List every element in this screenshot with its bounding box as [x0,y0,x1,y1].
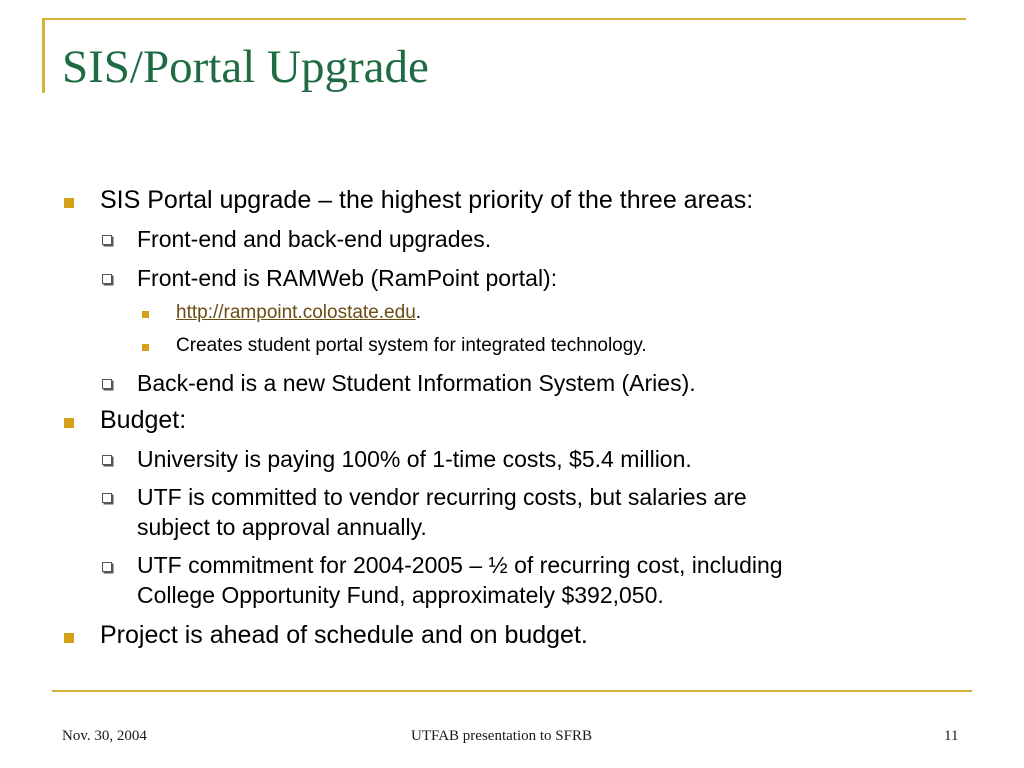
footer-title: UTFAB presentation to SFRB [411,728,592,744]
sub-bullet-university-paying: University is paying 100% of 1-time costs, $5.4 million. [137,446,692,472]
page-number: 11 [944,728,959,744]
hollow-square-bullet-icon [102,562,112,572]
hollow-square-bullet-icon [102,379,112,389]
line-2: subject to approval annually. [137,514,427,540]
rampoint-link[interactable]: http://rampoint.colostate.edu [176,302,416,323]
line-1: UTF commitment for 2004-2005 – ½ of recurring cost, including [137,552,783,578]
square-bullet-icon [64,418,74,428]
footer-date: Nov. 30, 2004 [62,728,147,744]
hollow-square-bullet-icon [102,235,112,245]
square-bullet-icon [142,344,149,351]
sub-bullet-front-back: Front-end and back-end upgrades. [137,226,492,252]
line-2: College Opportunity Fund, approximately $392,050. [137,582,664,608]
bullet-sis-portal: SIS Portal upgrade – the highest priority of the three areas: [100,186,754,214]
line-1: UTF is committed to vendor recurring costs, but salaries are [137,484,747,510]
sub-bullet-ramweb: Front-end is RAMWeb (RamPoint portal): [137,265,558,291]
hollow-square-bullet-icon [102,455,112,465]
square-bullet-icon [64,633,74,643]
hollow-square-bullet-icon [102,493,112,503]
bullet-project-status: Project is ahead of schedule and on budget. [100,621,588,649]
sub-sub-bullet-link [176,300,421,325]
link-suffix: . [415,302,422,323]
sub-bullet-utf-commitment [137,550,957,610]
footer-divider [52,690,972,692]
slide-title: SIS/Portal Upgrade [62,41,429,93]
square-bullet-icon [142,311,149,318]
square-bullet-icon [64,198,74,208]
sub-bullet-utf-committed [137,482,957,542]
decor-vertical-line [42,18,45,93]
bullet-budget: Budget: [100,406,187,434]
decor-top-line [42,18,966,20]
sub-bullet-back-end: Back-end is a new Student Information System (Aries). [137,370,696,396]
sub-sub-bullet-portal-system: Creates student portal system for integrated technology. [176,335,647,356]
hollow-square-bullet-icon [102,274,112,284]
